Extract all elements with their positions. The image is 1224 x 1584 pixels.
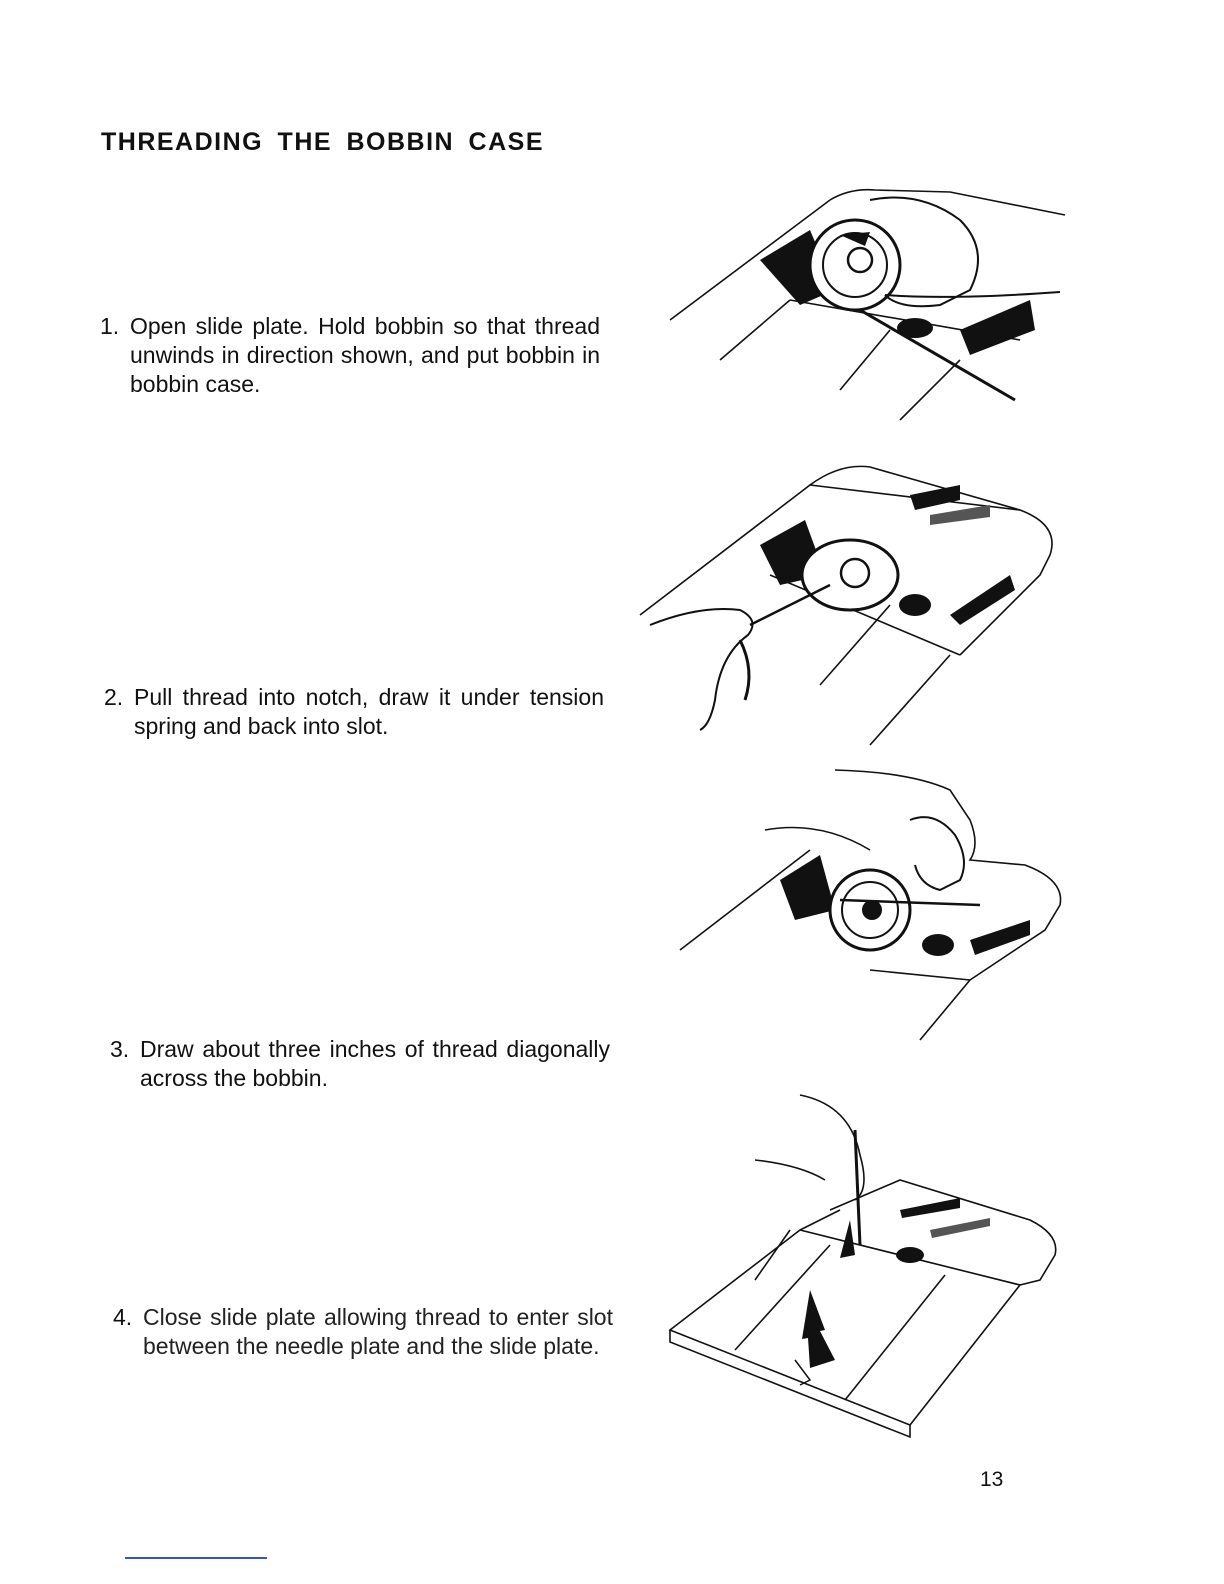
thread-notch-illustration bbox=[630, 455, 1070, 745]
instruction-step-1 bbox=[100, 312, 600, 399]
slide-plate-closing-illustration bbox=[660, 1080, 1080, 1440]
instruction-step-3 bbox=[110, 1035, 610, 1093]
footer-rule bbox=[125, 1557, 267, 1559]
step-text: Pull thread into notch, draw it under tension spring and back into slot. bbox=[134, 684, 604, 739]
step-number: 3. bbox=[110, 1036, 130, 1062]
bobbin-insertion-illustration bbox=[660, 180, 1080, 430]
step-text: Open slide plate. Hold bobbin so that thread unwinds in direction shown, and put bobbin in bobbin case. bbox=[130, 313, 600, 397]
step-number: 2. bbox=[104, 684, 124, 710]
instruction-step-4 bbox=[113, 1303, 613, 1361]
page-title: THREADING THE BOBBIN CASE bbox=[101, 128, 545, 156]
thread-diagonal-illustration bbox=[670, 760, 1080, 1050]
page-number: 13 bbox=[980, 1468, 1004, 1491]
step-text: Draw about three inches of thread diagonally across the bobbin. bbox=[140, 1036, 610, 1091]
step-number: 4. bbox=[113, 1304, 133, 1330]
instruction-step-2 bbox=[104, 683, 604, 741]
step-text: Close slide plate allowing thread to enter slot between the needle plate and the slide plate. bbox=[143, 1304, 613, 1359]
step-number: 1. bbox=[100, 313, 120, 339]
